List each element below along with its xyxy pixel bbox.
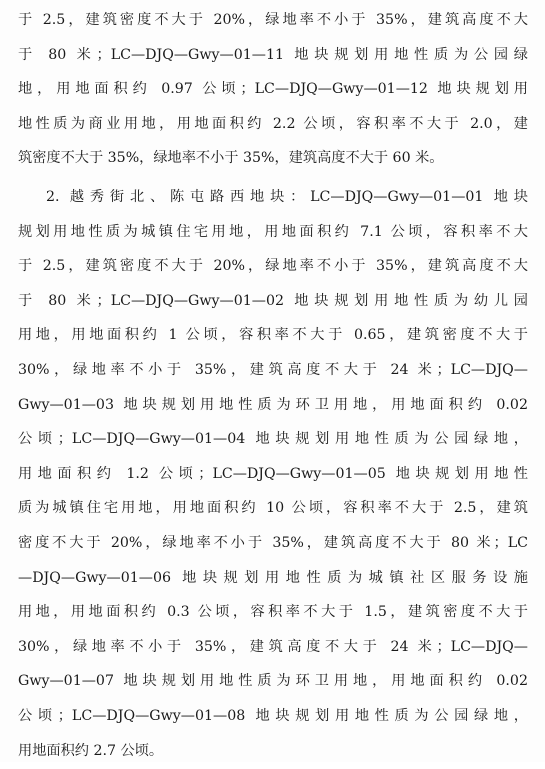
text-line: 30%，绿地率不小于 35%，建筑高度不大于 24 米；LC—DJQ— — [18, 362, 528, 378]
text-line: 于 80 米；LC—DJQ—Gwy—01—02 地块规划用地性质为幼儿园 — [18, 293, 528, 309]
text-line: 公顷；LC—DJQ—Gwy—01—08 地块规划用地性质为公园绿地， — [18, 708, 528, 724]
text-line: 质为城镇住宅用地，用地面积约 10 公顷，容积率不大于 2.5，建筑 — [18, 500, 528, 516]
text-line: 用地面积约 1.2 公顷；LC—DJQ—Gwy—01—05 地块规划用地性 — [18, 466, 528, 482]
text-line: 筑密度不大于 35%，绿地率不小于 35%，建筑高度不大于 60 米。 — [18, 150, 444, 166]
text-line: 地性质为商业用地，用地面积约 2.2 公顷，容积率不大于 2.0，建 — [18, 116, 528, 132]
text-line: 地，用地面积约 0.97 公顷；LC—DJQ—Gwy—01—12 地块规划用 — [18, 81, 528, 97]
text-line: 密度不大于 20%，绿地率不小于 35%，建筑高度不大于 80 米；LC — [18, 535, 528, 551]
paragraph-start-line: 2. 越秀街北、陈屯路西地块：LC—DJQ—Gwy—01—01 地块 — [46, 189, 528, 205]
text-line: 于 2.5，建筑密度不大于 20%，绿地率不小于 35%，建筑高度不大 — [18, 12, 528, 28]
text-line: 规划用地性质为城镇住宅用地，用地面积约 7.1 公顷，容积率不大 — [18, 224, 528, 240]
text-line: 30%，绿地率不小于 35%，建筑高度不大于 24 米；LC—DJQ— — [18, 639, 528, 655]
text-line: Gwy—01—07 地块规划用地性质为环卫用地，用地面积约 0.02 — [18, 673, 528, 689]
text-line: 于 2.5，建筑密度不大于 20%，绿地率不小于 35%，建筑高度不大 — [18, 258, 528, 274]
text-line: —DJQ—Gwy—01—06 地块规划用地性质为城镇社区服务设施 — [18, 570, 528, 586]
text-line: 公顷；LC—DJQ—Gwy—01—04 地块规划用地性质为公园绿地， — [18, 431, 528, 447]
text-line: 用地面积约 2.7 公顷。 — [18, 743, 164, 759]
text-line: 用地，用地面积约 0.3 公顷，容积率不大于 1.5，建筑密度不大于 — [18, 604, 528, 620]
text-line: 用地，用地面积约 1 公顷，容积率不大于 0.65，建筑密度不大于 — [18, 327, 528, 343]
text-line: 于 80 米；LC—DJQ—Gwy—01—11 地块规划用地性质为公园绿 — [18, 47, 528, 63]
text-line: Gwy—01—03 地块规划用地性质为环卫用地，用地面积约 0.02 — [18, 397, 528, 413]
